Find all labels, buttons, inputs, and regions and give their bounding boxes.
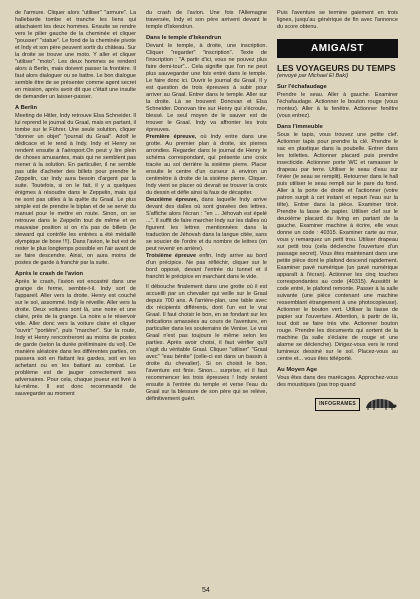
column-3 (277, 10, 398, 411)
col3-intro: Puis l'aventure se termine gaiement en trois lignes, jusqu'au générique de fin avec l'annonce du score obtenu. (277, 10, 398, 30)
platform-banner: AMIGA/ST (277, 39, 398, 58)
heading-immeuble: Dans l'immeuble (277, 124, 323, 130)
column-1 (15, 10, 136, 411)
moyen-age-text: Vous êtes dans des marécages. Approchez-vous des moustiques (pas trop quand (277, 375, 398, 388)
epreuve-2 (146, 197, 267, 253)
epreuve-2-text: dans laquelle Indy arrive devant des dalles où sont gravées des lettres. S'affiche alors l'écran : "en ... Jéhovah est épelé ...". Il suffit de faire marcher Indy sur les dalles où figurent les lettres mentionnées dans la traduction de Jéhovah dans la langue citée, sans se soucier de l'ordre et du nombre de lettres (on peut revenir en arrière). (146, 197, 267, 252)
col2-intro: du crash de l'avion. Une fois l'Allemagne traversée, Indy et son père arrivent devant le temple d'Iskendrun. (146, 10, 267, 30)
publisher-logo (277, 397, 398, 411)
epreuve-1-label: Première épreuve, (146, 134, 197, 140)
heading-crash: Après le crash de l'avion (15, 271, 84, 277)
echafaudage-text: Prendre le seau. Aller à gauche. Examiner l'échafaudage. Actionner le bouton rouge (vous montez). Aller à la fenêtre. Actionner fenêtre (vous entrez). (277, 92, 398, 119)
heading-echafaudage: Sur l'échafaudage (277, 84, 327, 90)
heading-berlin: A Berlin (15, 105, 38, 111)
epreuve-3-text: enfin, Indy arrive au bord d'un précipice. Ne pas réfléchir, cliquer sur le bord opposé, devant l'entrée du tunnel et il franchit le précipice en marchant dans le vide. (146, 253, 267, 280)
epreuve-2-label: Deuxième épreuve, (146, 197, 199, 203)
crash-text: Après le crash, l'avion est encastré dans une grange de ferme, sembte-t-il. Indy sort de l'appareil. Aller vers la droite. Henry est couché sur le sol, assommé. Indy le réveille. Aller vers la droite. Deux voitures sont là, une noire et une claire, près de la grange. La noire a le réservoir vide. Aller donc vers la voiture claire et cliquer "ouvrir" "portière", puis "marcher". Sur la route, Indy et Henry rencontreront au moins de postes de garde (selon la durée préliminaire du vol). De manière aléatoire dans les différentes parties, on passera soit en flattant les gardes, soit en les achetant ou en les battant au combat. Le problème est de jauger correctement ses adversaires. Pour cela, chaque joueur est livré à lui-même. Il est donc recommandé de sauvegarder au moment (15, 279, 136, 397)
immeuble-text: Sous le tapis, vous trouvez une petite clef. Actionner tapis pour prendre la clé. Prendre le sac en plastique dans la poubelle. Entrer dans les toilettes. Actionner placard puis prendre insecticide. Actionner porte WC et ramasser le drapeau par terre. Utiliser le seau d'eau sur l'évier (le seau se remplit). Retourner dans le hall puis utiliser le seau rempli sur le pare du fond. Aller à la porte de droite et l'actionner (votre patron surgit à cet instant et repart l'eau sur la tête). Entrer dans la pièce. Examiner tiroir. Prendre la lasse de papier. Utiliser clef sur le deuxième placard du living en partant de la gauche. Examiner machine à écrire, elle vous donne un code : 40315. Examiner carte au mur, vous y remarquez un petit trou. Utiliser drapeau sur petit trou (cela déclenche l'ouverture d'un passage secret). Vous êtes maintenant dans une petite pièce dont le plafond descend rapidement. Examiner pavé numérique (un pavé numérique apparaît à l'écran). Actionner les cinq touches correspondantes au code (40315). Aussitôt le code entré, le plafond remonte. Passer à la salle suivante (une pièce contenant une machine ressemblant étrangement à une photocopieuse). Actionner le bouton vert. Utiliser la liasse de papier sur l'ouverture. Attention, à partir de là, tout doit se faire très vite. Actionner bouton rouge. Prendre les documents qui sortent de la machine (la salle s'éclaire de rouge et une alarme se déclenche). Dirigez-vous vers le rond lumineux dessiné sur le sol. Placez-vous au centre et... vous êtes téléporté. (277, 132, 398, 362)
page-number: 54 (202, 587, 210, 594)
col1-intro: de l'armure. Cliquer alors "utiliser" "armure". La hallebarde tombe et tranche les liens qui attachaient les deux hommes. Ensuite se rendre vers le pilier gauche de la cheminée et cliquer "pousser" "statue". Le fond de la cheminée pivote et Indy et son père peuvent sortir du château. Sur la droite se trouve une moto. Y aller et cliquer "utiliser" "moto". Les deux hommes se rendent alors à Berlin, mais doivent passer la frontière. Il faut alors dialoguer ou se battre. Le bon dialogue semble être de se présenter comme agent secret en mission, après avoir dit que c'était une insulte de demander un laisser-passer. (15, 10, 136, 100)
epreuve-1-text: où Indy entre dans une grotte. Au premier plan à droite, six pierres arrondies. Regarder dans le journal de Henry le schéma correspondant, qui présente une croix tracée au sol derrière la sixième pierre. Placer ensuite le centre d'un curseur à environ un centimètre à droite de la sixième pierre. Cliquer. Indy vient se placer où devrait se trouver la croix du dessin et défie ainsi la faux de décapiter. (146, 134, 267, 196)
article-subtitle: (envoyé par Michael El Baki) (277, 73, 349, 79)
heading-moyen-age: Au Moyen Age (277, 367, 318, 373)
heading-temple: Dans le temple d'Iskendrun (146, 35, 222, 41)
epreuve-3 (146, 253, 267, 281)
publisher-name: INFOGRAMES (315, 398, 360, 411)
columns (15, 10, 412, 411)
article-title: LES VOYAGEURS DU TEMPS (277, 63, 396, 73)
ending-text: Il débouche finalement dans une grotte où il est accueilli par un chevalier qui veille sur le Graal depuis 700 ans. A l'arrière-plan, une table avec dix récipients différents, dont l'un est le vrai Graal. Il faut choisir le bon, en se fondant sur les indications amassées au cours de l'aventure, en particulier dans les souterrains de Venise. Le vrai Graal n'est pas toujours le même selon les parties. Après avoir choisi, il faut vérifier qu'il s'agit du véritable Graal. Cliquer "utiliser" "Graal avec" "eau bénite" (celle-ci est dans un bassin à droite du chevalier). Si on choisit le bon, l'aventure est finie. Sinon... surprise, et il faut recommencer les trois épreuves ! Indy revient ensuite à l'entrée du temple et verse l'eau du Graal sur la blessure de son père qui se relève, définitivement guéri. (146, 284, 267, 402)
temple-text: Devant le temple, à droite, une inscription. Cliquer "regarder" "inscription". Texte de l'inscription : "A partir d'ici, vous ne pouvez plus faire demi-tour"... Cela signifie que l'on ne peut plus sauvegarder une fois entré dans le temple. Le faire donc ici. Ouvrir le journal du Graal. Il y est question de trois épreuves à subir pour arriver au Graal. Entrer dans le temple. Aller sur la droite. Là se trouvent Donovan et Elsa Schneider. Donovan tire sur Henry qui s'écroule, blessé. Le seul moyen de le sauver est de trouver le Graal. Indy va affronter les trois épreuves. (146, 43, 267, 133)
berlin-text: Meeting de Hitler, Indy retrouve Elsa Schneider. Il lui reprend le journal du Graal, mais en partant, il tombe sur le Führer. Une seule solution, cliquer "donner un objet" "journal du Graal". Adolf le dédicace et le rend à Indy. Indy et Henry se rendent ensuite à l'aéroport.On peut y lire plein de choses amusantes, mais qui ne semblent pas mener à la solution. En particulier, il ne semble pas utile d'acheter des billets pour prendre le Zeppelin, car Indy aura besoin d'argent par la suite. Toutefois, si on le fait, il y a quelques énigmes à résoudre dans le Zeppelin, mais qui ne sont pas utiles à la quête du Graal. Le plus simple est de prendre le biplan et de se servir du manuel pour le mettre en route. Sinon, on se retrouve dans le Zeppelin tout de même et en mauvaise position si on n'a pas de billets (le steward qui contrôle les entrées a été médaillé olympique de boxe !!!). Dans l'avion, le but est de rester le plus longtemps possible en l'air avant de se faire descendre. Ainsi, on aura moins de postes de garde à franchir par la suite. (15, 113, 136, 266)
column-2 (146, 10, 267, 411)
epreuve-1 (146, 134, 267, 197)
armadillo-icon (364, 397, 398, 411)
epreuve-3-label: Troisième épreuve (146, 253, 197, 259)
